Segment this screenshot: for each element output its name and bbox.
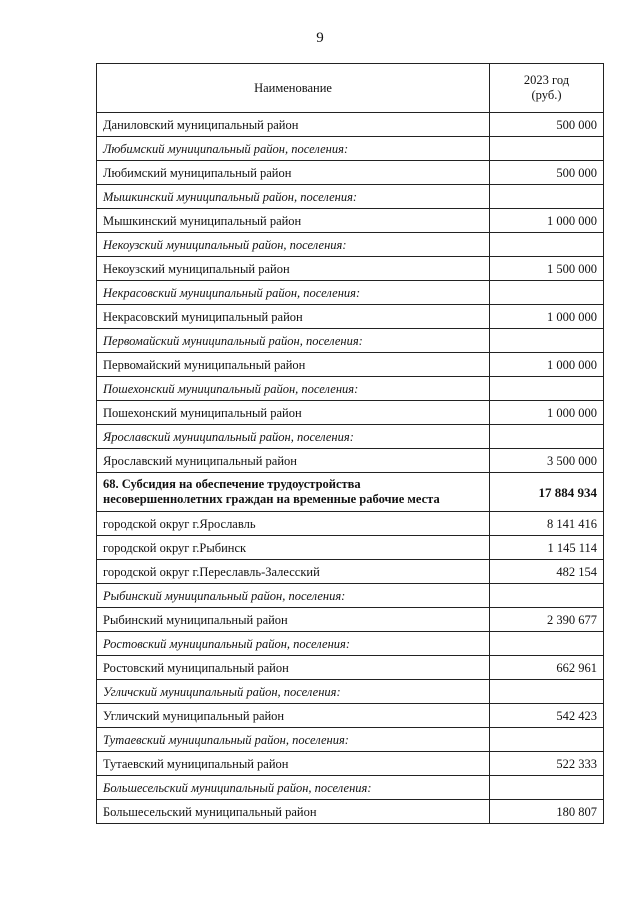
table-row	[97, 305, 604, 329]
table-row	[97, 704, 604, 728]
row-amount: 522 333	[490, 752, 604, 776]
row-name: Некоузский муниципальный район	[97, 257, 490, 281]
row-name: городской округ г.Рыбинск	[97, 536, 490, 560]
row-amount: 8 141 416	[490, 512, 604, 536]
group-row	[97, 425, 604, 449]
row-name: Некрасовский муниципальный район	[97, 305, 490, 329]
group-row	[97, 185, 604, 209]
row-name: Пошехонский муниципальный район	[97, 401, 490, 425]
row-amount: 1 000 000	[490, 209, 604, 233]
column-header-name: Наименование	[97, 64, 490, 113]
row-amount: 1 000 000	[490, 401, 604, 425]
budget-table	[96, 63, 604, 824]
row-amount: 2 390 677	[490, 608, 604, 632]
group-label: Ярославский муниципальный район, поселения:	[97, 425, 490, 449]
section-row	[97, 473, 604, 512]
table-row	[97, 257, 604, 281]
group-row	[97, 632, 604, 656]
row-name: Ростовский муниципальный район	[97, 656, 490, 680]
group-row	[97, 329, 604, 353]
row-name: Ярославский муниципальный район	[97, 449, 490, 473]
table-row	[97, 161, 604, 185]
row-amount	[490, 584, 604, 608]
row-amount: 662 961	[490, 656, 604, 680]
group-label: Пошехонский муниципальный район, поселения:	[97, 377, 490, 401]
group-label: Некоузский муниципальный район, поселения:	[97, 233, 490, 257]
table-header-row	[97, 64, 604, 113]
group-row	[97, 584, 604, 608]
row-amount	[490, 185, 604, 209]
row-amount: 500 000	[490, 161, 604, 185]
group-label: Тутаевский муниципальный район, поселения:	[97, 728, 490, 752]
group-row	[97, 281, 604, 305]
section-title: 68. Субсидия на обеспечение трудоустройства несовершеннолетних граждан на временные рабочие места	[97, 473, 490, 512]
row-amount: 1 500 000	[490, 257, 604, 281]
table-row	[97, 800, 604, 824]
group-row	[97, 233, 604, 257]
group-label: Некрасовский муниципальный район, поселения:	[97, 281, 490, 305]
table-row	[97, 113, 604, 137]
row-amount	[490, 329, 604, 353]
group-row	[97, 776, 604, 800]
group-label: Любимский муниципальный район, поселения:	[97, 137, 490, 161]
group-label: Угличский муниципальный район, поселения:	[97, 680, 490, 704]
row-name: Даниловский муниципальный район	[97, 113, 490, 137]
row-amount: 1 000 000	[490, 353, 604, 377]
row-name: городской округ г.Переславль-Залесский	[97, 560, 490, 584]
row-amount: 500 000	[490, 113, 604, 137]
table-row	[97, 608, 604, 632]
row-amount	[490, 728, 604, 752]
page-number: 9	[316, 30, 324, 46]
row-amount	[490, 425, 604, 449]
table-row	[97, 353, 604, 377]
row-name: Угличский муниципальный район	[97, 704, 490, 728]
row-name: Первомайский муниципальный район	[97, 353, 490, 377]
row-amount	[490, 776, 604, 800]
row-amount	[490, 233, 604, 257]
table-row	[97, 536, 604, 560]
group-label: Ростовский муниципальный район, поселения:	[97, 632, 490, 656]
row-name: Мышкинский муниципальный район	[97, 209, 490, 233]
group-label: Большесельский муниципальный район, поселения:	[97, 776, 490, 800]
row-name: городской округ г.Ярославль	[97, 512, 490, 536]
row-amount: 542 423	[490, 704, 604, 728]
group-label: Первомайский муниципальный район, поселения:	[97, 329, 490, 353]
row-amount: 180 807	[490, 800, 604, 824]
column-header-year: 2023 год	[523, 73, 570, 87]
row-name: Большесельский муниципальный район	[97, 800, 490, 824]
table-row	[97, 209, 604, 233]
table-row	[97, 449, 604, 473]
row-name: Рыбинский муниципальный район	[97, 608, 490, 632]
row-name: Любимский муниципальный район	[97, 161, 490, 185]
row-amount: 1 145 114	[490, 536, 604, 560]
table-row	[97, 512, 604, 536]
group-row	[97, 377, 604, 401]
row-amount	[490, 680, 604, 704]
row-amount	[490, 137, 604, 161]
table-row	[97, 752, 604, 776]
table-row	[97, 401, 604, 425]
group-label: Рыбинский муниципальный район, поселения:	[97, 584, 490, 608]
group-label: Мышкинский муниципальный район, поселения:	[97, 185, 490, 209]
row-amount: 482 154	[490, 560, 604, 584]
section-total: 17 884 934	[490, 473, 604, 512]
table-body	[97, 113, 604, 824]
group-row	[97, 137, 604, 161]
table-row	[97, 560, 604, 584]
row-amount	[490, 281, 604, 305]
column-header-unit: (руб.)	[531, 88, 562, 102]
row-amount: 1 000 000	[490, 305, 604, 329]
column-header-amount	[490, 64, 604, 113]
table-row	[97, 656, 604, 680]
row-amount	[490, 632, 604, 656]
group-row	[97, 680, 604, 704]
row-amount	[490, 377, 604, 401]
row-amount: 3 500 000	[490, 449, 604, 473]
group-row	[97, 728, 604, 752]
row-name: Тутаевский муниципальный район	[97, 752, 490, 776]
